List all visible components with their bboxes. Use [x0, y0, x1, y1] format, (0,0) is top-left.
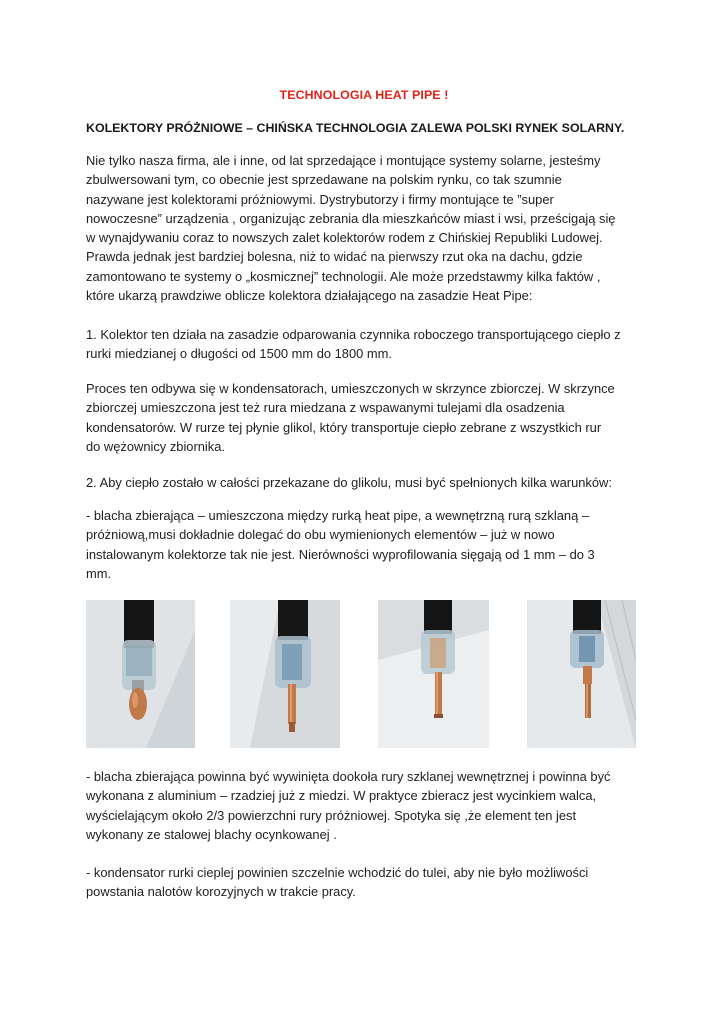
text-line: 1. Kolektor ten działa na zasadzie odparowania czynnika roboczego transportującego ciepło z [86, 327, 621, 342]
paragraph-point-2 [86, 473, 642, 492]
paragraph-collector-plate [86, 506, 642, 583]
text-line: mm. [86, 565, 112, 581]
photo-heat-pipe-2 [230, 600, 340, 748]
text-line: - blacha zbierająca powinna być wywinięta dookoła rury szklanej wewnętrznej i powinna być [86, 769, 611, 784]
text-line: 2. Aby ciepło zostało w całości przekazane do glikolu, musi być spełnionych kilka warunków: [86, 475, 612, 490]
text-line: zbiorczej umieszczona jest też rura miedzana z wspawanymi tulejami dla osadzenia [86, 400, 565, 416]
photo-heat-pipe-3 [378, 600, 489, 748]
paragraph-condenser [86, 863, 642, 902]
text-line: - kondensator rurki cieplej powinien szczelnie wchodzić do tulei, aby nie było możliwości [86, 865, 589, 880]
paragraph-process [86, 379, 642, 456]
text-line: wykonana z aluminium – rzadziej już z miedzi. W praktyce zbieracz jest wycinkiem walca, [86, 788, 597, 804]
document-subtitle: KOLEKTORY PRÓŻNIOWE – CHIŃSKA TECHNOLOGIA ZALEWA POLSKI RYNEK SOLARNY. [86, 121, 625, 135]
text-line: kondensatorów. W rurze tej płynie glikol, który transportuje ciepło zebrane z wszystkich rur [86, 419, 602, 435]
document-title: TECHNOLOGIA HEAT PIPE ! [279, 88, 449, 102]
text-line: Prawda jednak jest bardziej bolesna, niż to widać na pierwszy rzut oka na dachu, gdzie [86, 249, 583, 265]
text-line: próżniową,musi dokładnie dolegać do obu wymienionych elementów – już w nowo [86, 527, 555, 543]
text-line: powstania nalotów korozyjnych w trakcie pracy. [86, 884, 356, 900]
text-line: Proces ten odbywa się w kondensatorach, umieszczonych w skrzynce zbiorczej. W skrzynce [86, 381, 615, 396]
text-line: nazywane jest kolektorami próżniowymi. Dystrybutorzy i firmy montujące te ”super [86, 191, 554, 207]
photo-heat-pipe-4 [527, 600, 636, 748]
text-line: instalowanym kolektorze tak nie jest. Nierówności wyprofilowania sięgają od 1 mm – do 3 [86, 546, 595, 562]
text-line: rurki miedzianej o długości od 1500 mm do 1800 mm. [86, 346, 392, 362]
text-line: które ukarzą prawdziwe oblicze kolektora działającego na zasadzie Heat Pipe: [86, 288, 533, 304]
text-line: - blacha zbierająca – umieszczona między rurką heat pipe, a wewnętrzną rurą szklaną – [86, 508, 589, 523]
photo-heat-pipe-1 [86, 600, 195, 748]
paragraph-point-1 [86, 325, 642, 364]
text-line: zbulwersowani tym, co obecnie jest sprzedawane na polskim rynku, co tak szumnie [86, 172, 562, 188]
text-line: wykonany ze stalowej blachy ocynkowanej . [86, 826, 337, 842]
paragraph-plate-material [86, 767, 642, 844]
text-line: do wężownicy zbiornika. [86, 438, 225, 454]
photo-row [86, 600, 642, 748]
text-line: w wynajdywaniu coraz to nowszych zalet kolektorów rodem z Chińskiej Republiki Ludowej. [86, 230, 603, 246]
text-line: wyścielającym około 2/3 powierzchni rury próżniowej. Spotyka się ,że element ten jest [86, 807, 577, 823]
paragraph-intro [86, 151, 642, 305]
text-line: zamontowano te systemy o „kosmicznej” technologii. Ale może przedstawmy kilka faktów , [86, 268, 601, 284]
text-line: Nie tylko nasza firma, ale i inne, od lat sprzedające i montujące systemy solarne, jesteśmy [86, 153, 601, 168]
text-line: nowoczesne” urządzenia , organizując zebrania dla mieszkańców miast i wsi, prześcigają się [86, 210, 616, 226]
